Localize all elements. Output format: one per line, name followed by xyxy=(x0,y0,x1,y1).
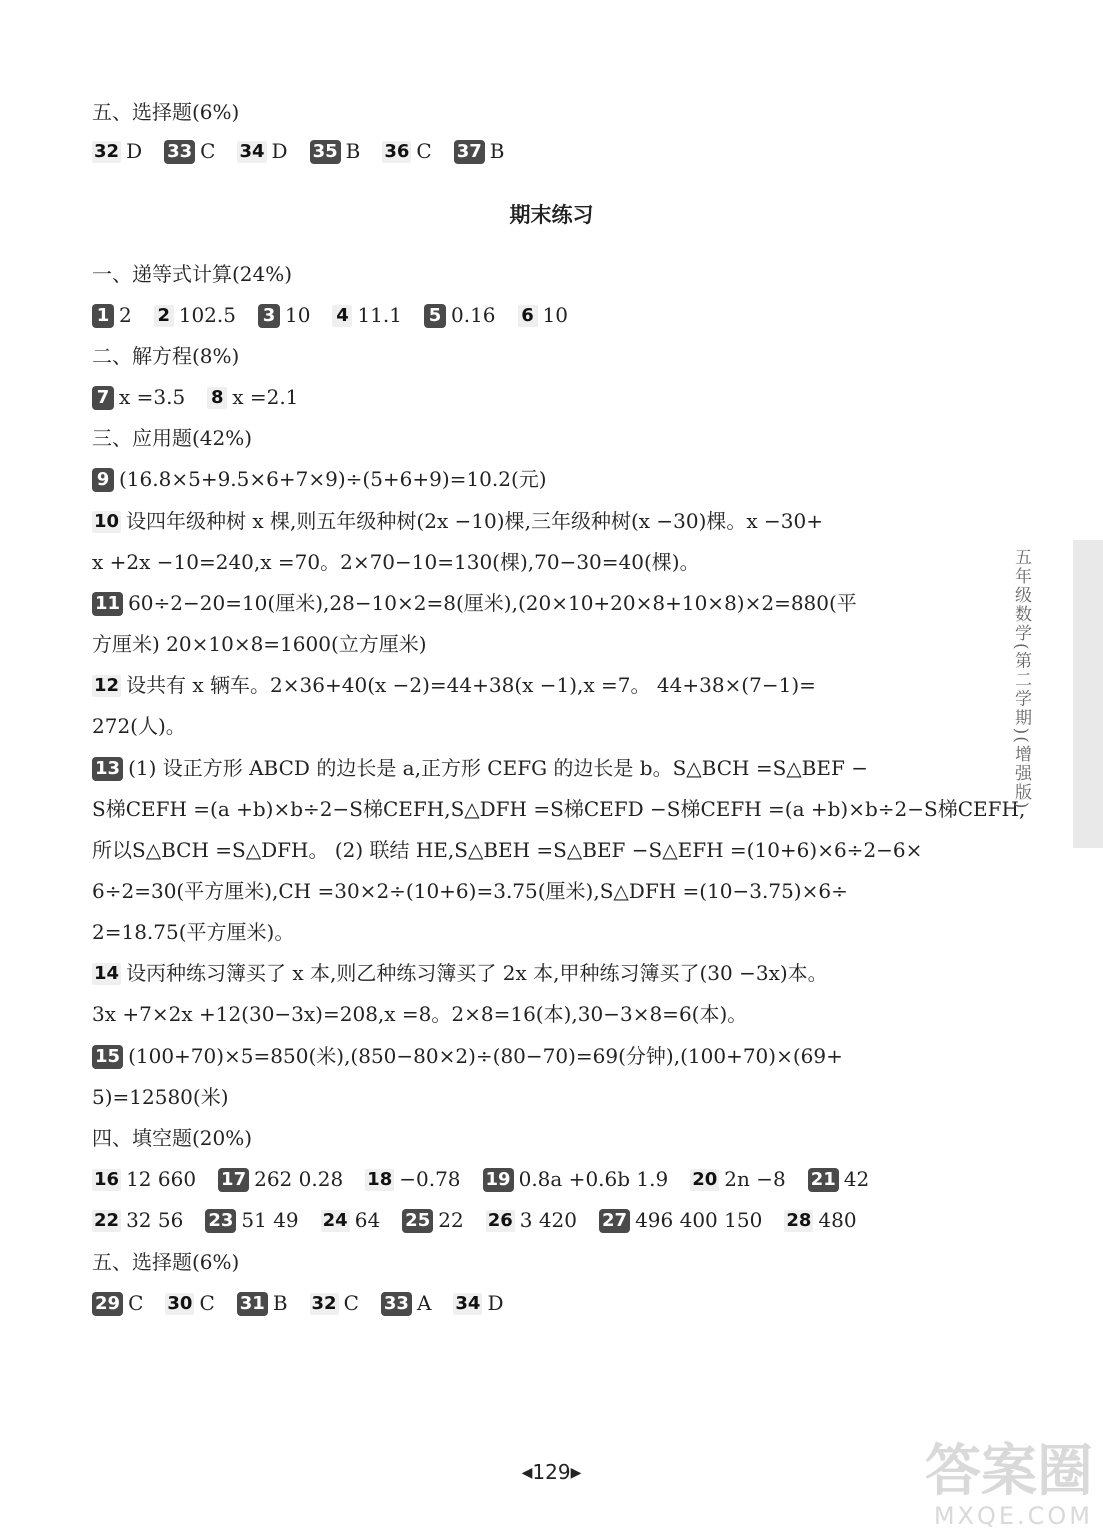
answer-text: x =3.5 xyxy=(119,385,186,409)
answer-text: (1) 设正方形 ABCD 的边长是 a,正方形 CEFG 的边长是 b。S△BCH =S△BEF − xyxy=(128,756,868,780)
answer-text: C xyxy=(416,139,432,163)
section-heading: 五、选择题(6%) xyxy=(92,100,240,124)
answer-line xyxy=(92,959,828,987)
answer-row xyxy=(92,301,568,329)
answer-text: S梯CEFH =(a +b)×b÷2−S梯CEFH,S△DFH =S梯CEFD −S梯CEFH =(a +b)×b÷2−S梯CEFH, xyxy=(92,797,1026,821)
answer-text: 3 420 xyxy=(519,1208,578,1232)
answer-text: 64 xyxy=(354,1208,381,1232)
answer-text: 3x +7×2x +12(30−3x)=208,x =8。2×8=16(本),30−3×8=6(本)。 xyxy=(92,1002,748,1026)
question-number: 23 xyxy=(205,1209,236,1233)
answer-text: B xyxy=(272,1291,288,1315)
answer-text: 480 xyxy=(818,1208,857,1232)
question-number: 26 xyxy=(487,1210,513,1231)
question-number: 2 xyxy=(154,305,174,327)
section-heading: 五、选择题(6%) xyxy=(92,1250,240,1274)
answer-row xyxy=(92,1206,857,1234)
question-number: 17 xyxy=(218,1168,249,1192)
question-number: 4 xyxy=(332,305,352,327)
section-heading: 二、解方程(8%) xyxy=(92,344,240,368)
question-number: 33 xyxy=(381,1292,412,1316)
question-number: 28 xyxy=(786,1210,812,1231)
watermark-logo: 答案圈 xyxy=(925,1439,1093,1504)
answer-text: D xyxy=(271,139,288,163)
question-number: 8 xyxy=(207,387,227,409)
answer-text: 10 xyxy=(285,303,311,327)
section-heading: 四、填空题(20%) xyxy=(92,1126,253,1150)
answer-text: 设共有 x 辆车。2×36+40(x −2)=44+38(x −1),x =7。 44+38×(7−1)= xyxy=(126,673,816,697)
answer-text: 496 400 150 xyxy=(635,1208,763,1232)
answer-line xyxy=(92,465,547,493)
watermark xyxy=(925,1439,1093,1530)
answer-text: 2 xyxy=(119,303,132,327)
answer-row xyxy=(92,137,505,165)
answer-text: C xyxy=(128,1291,144,1315)
question-number: 16 xyxy=(94,1169,120,1190)
answer-text: (16.8×5+9.5×6+7×9)÷(5+6+9)=10.2(元) xyxy=(119,467,547,491)
answer-text: −0.78 xyxy=(399,1167,461,1191)
answer-row xyxy=(92,383,298,411)
question-number: 14 xyxy=(94,963,120,984)
answer-text: C xyxy=(343,1291,359,1315)
answer-text: 0.16 xyxy=(450,303,496,327)
answer-text: 2n −8 xyxy=(724,1167,786,1191)
question-number: 34 xyxy=(455,1293,481,1314)
answer-text: 262 0.28 xyxy=(254,1167,344,1191)
question-number: 31 xyxy=(237,1292,268,1316)
question-number: 36 xyxy=(384,141,410,162)
answer-text: 32 56 xyxy=(126,1208,184,1232)
answer-text: 设四年级种树 x 棵,则五年级种树(2x −10)棵,三年级种树(x −30)棵。x −30+ xyxy=(126,509,823,533)
question-number: 37 xyxy=(454,140,485,164)
question-number: 22 xyxy=(94,1210,120,1231)
question-number: 30 xyxy=(167,1293,193,1314)
answer-text: D xyxy=(487,1291,504,1315)
answer-text: 方厘米) 20×10×8=1600(立方厘米) xyxy=(92,632,427,656)
question-number: 3 xyxy=(258,304,280,328)
question-number: 21 xyxy=(808,1168,839,1192)
answer-text: x +2x −10=240,x =70。2×70−10=130(棵),70−30=40(棵)。 xyxy=(92,550,700,574)
question-number: 12 xyxy=(94,675,120,696)
answer-text: 2=18.75(平方厘米)。 xyxy=(92,920,295,944)
answer-text: B xyxy=(345,139,361,163)
answer-text: C xyxy=(199,1291,215,1315)
question-number: 1 xyxy=(92,304,114,328)
answer-text: 所以S△BCH =S△DFH。 (2) 联结 HE,S△BEH =S△BEF −S△EFH =(10+6)×6÷2−6× xyxy=(92,838,923,862)
answer-text: D xyxy=(126,139,143,163)
answer-line xyxy=(92,671,816,699)
left-arrow-icon: ◀ xyxy=(521,1465,533,1481)
answer-text: 11.1 xyxy=(357,303,402,327)
question-number: 32 xyxy=(311,1293,337,1314)
page-title: 期末练习 xyxy=(509,203,594,227)
answer-text: 51 49 xyxy=(241,1208,299,1232)
answer-line xyxy=(92,507,823,535)
answer-text: 6÷2=30(平方厘米),CH =30×2÷(10+6)=3.75(厘米),S△DFH =(10−3.75)×6÷ xyxy=(92,879,848,903)
question-number: 7 xyxy=(92,386,114,410)
answer-text: B xyxy=(489,139,505,163)
answer-text: 60÷2−20=10(厘米),28−10×2=8(厘米),(20×10+20×8+10×8)×2=880(平 xyxy=(128,591,857,615)
answer-text: 102.5 xyxy=(178,303,236,327)
question-number: 35 xyxy=(310,140,341,164)
side-label: 五年级数学(第二学期)(增强版) xyxy=(1011,548,1031,811)
section-heading: 一、递等式计算(24%) xyxy=(92,262,293,286)
question-number: 27 xyxy=(599,1209,630,1233)
question-number: 6 xyxy=(518,305,538,327)
answer-text: 12 660 xyxy=(126,1167,197,1191)
answer-row xyxy=(92,1289,504,1317)
question-number: 5 xyxy=(424,304,446,328)
answer-text: 0.8a +0.6b 1.9 xyxy=(518,1167,669,1191)
answer-text: 设丙种练习簿买了 x 本,则乙种练习簿买了 2x 本,甲种练习簿买了(30 −3x)本。 xyxy=(126,961,828,985)
question-number: 18 xyxy=(367,1169,393,1190)
question-number: 9 xyxy=(92,468,114,492)
answer-line xyxy=(92,589,857,617)
answer-text: C xyxy=(200,139,216,163)
answer-text: 22 xyxy=(438,1208,464,1232)
answer-line xyxy=(92,1042,843,1070)
answer-text: 42 xyxy=(843,1167,870,1191)
question-number: 13 xyxy=(92,757,123,781)
answer-text: x =2.1 xyxy=(232,385,299,409)
right-arrow-icon: ▶ xyxy=(570,1465,582,1481)
answer-text: (100+70)×5=850(米),(850−80×2)÷(80−70)=69(分钟),(100+70)×(69+ xyxy=(128,1044,843,1068)
question-number: 19 xyxy=(483,1168,514,1192)
question-number: 29 xyxy=(92,1292,123,1316)
answer-row xyxy=(92,1165,869,1193)
side-tab xyxy=(1073,540,1103,848)
answer-text: A xyxy=(416,1291,432,1315)
answer-text: 10 xyxy=(542,303,568,327)
question-number: 10 xyxy=(94,511,120,532)
answer-text: 272(人)。 xyxy=(92,714,186,738)
question-number: 34 xyxy=(239,141,265,162)
section-heading: 三、应用题(42%) xyxy=(92,426,253,450)
question-number: 11 xyxy=(92,592,123,616)
watermark-url: MXQE.COM xyxy=(933,1502,1093,1530)
answer-text: 5)=12580(米) xyxy=(92,1085,229,1109)
question-number: 15 xyxy=(92,1045,123,1069)
answer-line xyxy=(92,754,868,782)
question-number: 25 xyxy=(402,1209,433,1233)
question-number: 24 xyxy=(322,1210,348,1231)
question-number: 33 xyxy=(164,140,195,164)
question-number: 32 xyxy=(94,141,120,162)
page-number-text: 129 xyxy=(532,1460,571,1484)
question-number: 20 xyxy=(692,1169,718,1190)
